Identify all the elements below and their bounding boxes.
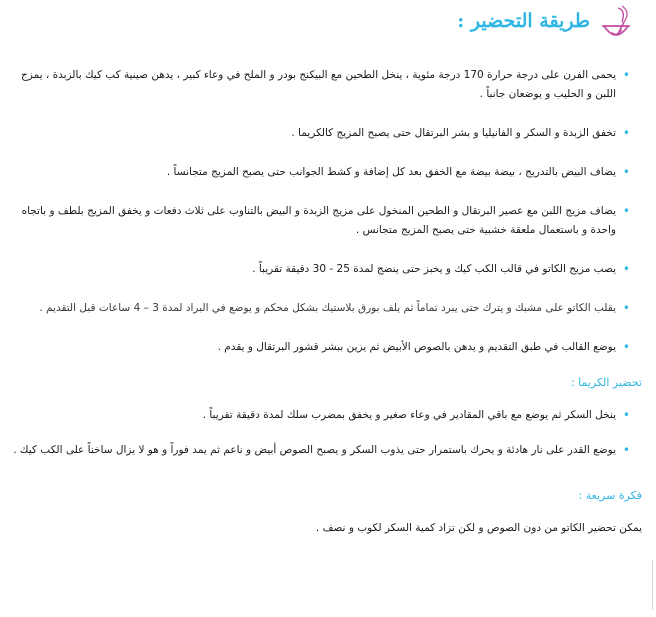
step-text: يضاف البيض بالتدريج ، بيضة بيضة مع الخفق بعد كل إضافة و كشط الجوانب حتى يصبح المزيج متجانساً .	[166, 166, 616, 178]
list-item	[8, 406, 642, 425]
tip-text: يمكن تحضير الكاتو من دون الصوص و لكن تزاد كمية السكر لكوب و نصف .	[315, 522, 642, 534]
list-item	[8, 299, 642, 318]
bullet-dot-icon: •	[622, 301, 630, 315]
list-item	[8, 163, 642, 182]
step-text: يضاف مزيج اللبن مع عصير البرتقال و الطحين المنخول على مزيج الزبدة و البيض بالتناوب على ثلاث دفعات و يخفق المزيج بلطف و باتجاه واحدة و باستعمال ملعقة خشبية حتى يصبح المزيج متجانس .	[21, 205, 616, 236]
scrollbar[interactable]	[652, 560, 653, 610]
step-text: يحمى الفرن على درجة حرارة 170 درجة مئوية ، ينخل الطحين مع البيكنج بودر و الملح في وعاء كبير ، يدهن صينية كب كيك بالزبدة ، يمزج اللبن و الحليب و يوضعان جانباً .	[20, 69, 616, 100]
list-item	[8, 124, 642, 143]
step-text: يصب مزيج الكاتو في قالب الكب كيك و يخبز حتى ينضج لمدة 25 - 30 دقيقة تقريباً .	[252, 263, 616, 275]
step-text: يوضع القدر على نار هادئة و يحرك باستمرار حتى يذوب السكر و يصبح الصوص أبيض و ناعم ثم يمد فوراً و هو لا يزال ساخناً على الكب كيك .	[13, 444, 616, 456]
whisk-bowl-logo-icon	[598, 4, 634, 44]
bullet-dot-icon: •	[622, 204, 630, 218]
step-text: ينخل السكر ثم يوضع مع باقي المقادير في وعاء صغير و يخفق بمضرب سلك لمدة دقيقة تقريباً .	[202, 409, 616, 421]
bullet-dot-icon: •	[622, 68, 630, 82]
recipe-content	[8, 66, 642, 538]
tip-section-title: فكرة سريعة :	[578, 489, 642, 502]
bullet-dot-icon: •	[622, 165, 630, 179]
list-item	[8, 338, 642, 357]
bullet-dot-icon: •	[622, 126, 630, 140]
list-item	[8, 66, 642, 104]
bullet-dot-icon: •	[622, 262, 630, 276]
step-text: تخفق الزبدة و السكر و الفانيليا و بشر البرتقال حتى يصبح المزيج كالكريما .	[291, 127, 616, 139]
list-item	[8, 202, 642, 240]
list-item	[8, 260, 642, 279]
bullet-dot-icon: •	[622, 443, 630, 457]
cream-section-title: تحضير الكريما :	[570, 376, 642, 389]
bullet-dot-icon: •	[622, 340, 630, 354]
step-text: يوضع القالب في طبق التقديم و يدهن بالصوص الأبيض ثم يزين ببشر قشور البرتقال و يقدم .	[217, 341, 616, 353]
bullet-dot-icon: •	[622, 408, 630, 422]
header	[457, 4, 638, 46]
step-text: يقلب الكاتو على مشبك و يترك حتى يبرد تماماً ثم يلف بورق بلاستيك بشكل محكم و يوضع في البراد لمدة 3 – 4 ساعات قبل التقديم .	[39, 302, 616, 314]
page-title: طريقة التحضير :	[457, 10, 590, 32]
list-item	[8, 441, 642, 460]
